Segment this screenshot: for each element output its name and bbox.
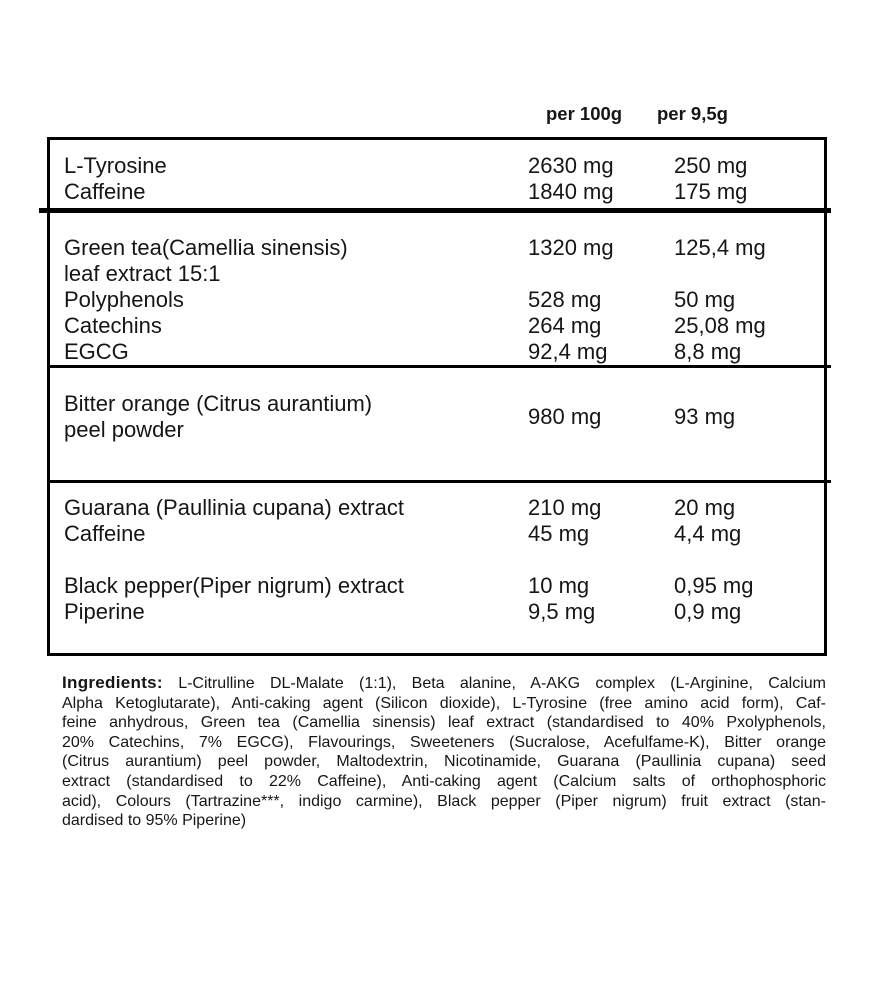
value-per-100g: 45 mg [528, 521, 590, 546]
value-per-100g: 210 mg [528, 495, 602, 520]
value-per-9-5g: 250 mg [674, 153, 748, 178]
table-section-guarana-pepper [50, 483, 824, 653]
table-row [50, 339, 824, 365]
value-per-100g: 1840 mg [528, 179, 614, 204]
table-row [50, 313, 824, 339]
value-per-9-5g: 175 mg [674, 179, 748, 204]
ingredients-line: 20% Catechins, 7% EGCG), Flavourings, Sweeteners (Sucralose, Acefulfame-K), Bitter orange [62, 733, 826, 751]
ingredient-name: EGCG [64, 339, 129, 364]
value-per-9-5g: 0,9 mg [674, 599, 742, 624]
ingredient-name-line-2: peel powder [64, 417, 184, 442]
ingredients-line: feine anhydrous, Green tea (Camellia sinensis) leaf extract (standardised to 40% Pxolyphenols, [62, 714, 826, 732]
ingredients-line: extract (standardised to 22% Caffeine), Anti-caking agent (Calcium salts of orthophosphoric [62, 772, 826, 790]
ingredients-line: (Citrus aurantium) peel powder, Maltodextrin, Nicotinamide, Guarana (Paullinia cupana) seed [62, 753, 826, 771]
ingredient-name: Guarana (Paullinia cupana) extract [64, 495, 404, 520]
ingredient-name-line-1: Green tea(Camellia sinensis) [64, 235, 348, 260]
table-row [50, 287, 824, 313]
table-row [50, 521, 824, 547]
value-per-9-5g: 50 mg [674, 287, 736, 312]
value-per-9-5g: 125,4 mg [674, 235, 766, 260]
table-row [50, 235, 824, 287]
ingredient-name: Polyphenols [64, 287, 184, 312]
ingredients-paragraph [62, 673, 826, 831]
column-header-per-9-5g: per 9,5g [657, 103, 728, 124]
table-section-tyrosine-caffeine [50, 140, 824, 208]
table-row [50, 599, 824, 625]
value-per-9-5g: 8,8 mg [674, 339, 742, 364]
ingredient-name [50, 391, 528, 443]
table-section-bitter-orange [50, 368, 824, 480]
ingredients-text: L-Citrulline DL-Malate (1:1), Beta alanine, A-AKG complex (L-Arginine, Calcium [178, 675, 826, 692]
ingredients-label: Ingredients: [62, 673, 163, 692]
column-header-per-100g: per 100g [546, 103, 623, 124]
value-per-9-5g: 20 mg [674, 495, 736, 520]
value-per-100g: 1320 mg [528, 235, 614, 260]
value-per-9-5g: 93 mg [674, 404, 736, 429]
ingredient-name: Black pepper(Piper nigrum) extract [64, 573, 404, 598]
nutrition-facts-table [47, 137, 827, 656]
ingredients-line: dardised to 95% Piperine) [62, 812, 247, 830]
value-per-9-5g: 4,4 mg [674, 521, 742, 546]
ingredient-name: L-Tyrosine [64, 153, 167, 178]
table-row [50, 391, 824, 443]
table-row [50, 573, 824, 599]
ingredient-name [50, 235, 528, 287]
table-row [50, 153, 824, 179]
value-per-9-5g: 0,95 mg [674, 573, 754, 598]
ingredients-line: Alpha Ketoglutarate), Anti-caking agent (Silicon dioxide), L-Tyrosine (free amino acid form), Caf- [62, 694, 826, 712]
value-per-100g: 980 mg [528, 404, 602, 429]
value-per-100g: 528 mg [528, 287, 602, 312]
ingredient-name: Caffeine [64, 179, 146, 204]
value-per-100g: 10 mg [528, 573, 590, 598]
table-section-green-tea [50, 213, 824, 365]
value-per-100g: 264 mg [528, 313, 602, 338]
ingredient-name-line-2: leaf extract 15:1 [64, 261, 221, 286]
table-row [50, 495, 824, 521]
ingredient-name: Piperine [64, 599, 145, 624]
value-per-100g: 9,5 mg [528, 599, 596, 624]
ingredients-line [62, 673, 826, 694]
value-per-100g: 92,4 mg [528, 339, 608, 364]
ingredients-line: acid), Colours (Tartrazine***, indigo carmine), Black pepper (Piper nigrum) fruit extract (stan- [62, 792, 826, 810]
value-per-9-5g: 25,08 mg [674, 313, 766, 338]
ingredient-name: Caffeine [64, 521, 146, 546]
ingredient-name: Catechins [64, 313, 162, 338]
ingredient-name-line-1: Bitter orange (Citrus aurantium) [64, 391, 373, 416]
value-per-100g: 2630 mg [528, 153, 614, 178]
table-row [50, 179, 824, 205]
row-spacer [50, 547, 824, 573]
